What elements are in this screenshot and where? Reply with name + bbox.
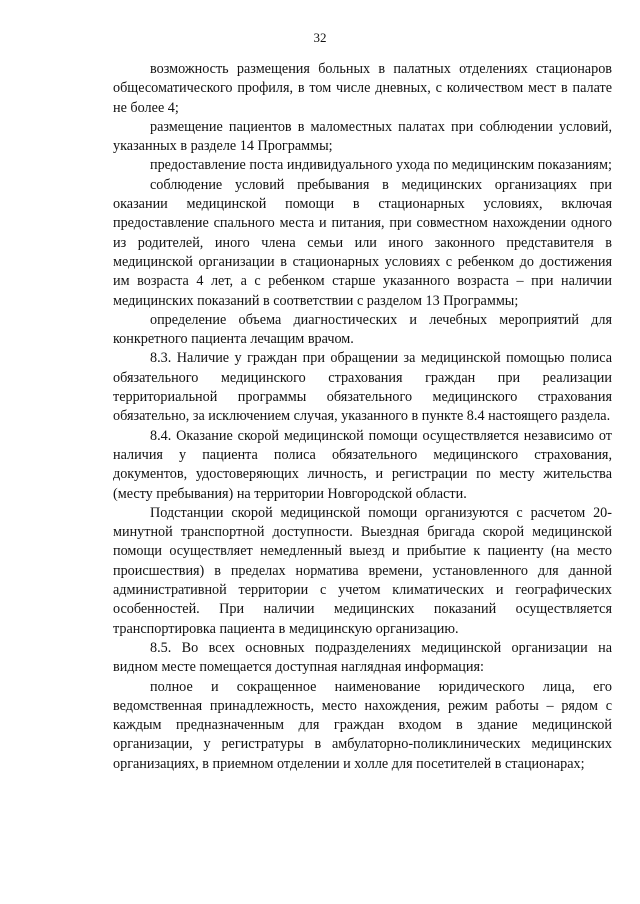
paragraph-organization-name-info: полное и сокращенное наименование юридического лица, его ведомственная принадлежность, место нахождения, режим работы – рядом с каждым предназначенным для граждан входом в здание медицинской организации, у регистратуры в амбулаторно-поликлинических медицинских организациях, в приемном отделении и холле для посетителей в стационарах; xyxy=(113,678,612,772)
paragraph-individual-care-post: предоставление поста индивидуального ухода по медицинским показаниям; xyxy=(150,157,612,174)
paragraph-8-5-visual-information: 8.5. Во всех основных подразделениях медицинской организации на видном месте помещается доступная наглядная информация: xyxy=(113,639,612,676)
document-body xyxy=(113,60,612,774)
paragraph-diagnostic-scope: определение объема диагностических и лечебных мероприятий для конкретного пациента лечащим врачом. xyxy=(113,311,612,348)
paragraph-placement-wards: возможность размещения больных в палатных отделениях стационаров общесоматического профиля, в том числе дневных, с количеством мест в палате не более 4; xyxy=(113,61,612,116)
paragraph-8-3-insurance-policy: 8.3. Наличие у граждан при обращении за медицинской помощью полиса обязательного медицинского страхования граждан при реализации территориальной программы обязательного медицинского страхования обязательно, за исключением случая, указанного в пункте 8.4 настоящего раздела. xyxy=(113,350,612,425)
paragraph-small-wards: размещение пациентов в маломестных палатах при соблюдении условий, указанных в разделе 14 Программы; xyxy=(113,118,612,155)
page-number: 32 xyxy=(313,30,327,45)
paragraph-joint-stay-conditions: соблюдение условий пребывания в медицинских организациях при оказании медицинской помощи в стационарных условиях, включая предоставление спального места и питания, при совместном нахождении одного из родителей, иного члена семьи или иного законного представителя в медицинской организации в стационарных условиях с ребенком до достижения им возраста 4 лет, а с ребенком старше указанного возраста – при наличии медицинских показаний в соответствии с разделом 13 Программы; xyxy=(113,176,612,309)
paragraph-ambulance-substations: Подстанции скорой медицинской помощи организуются с расчетом 20-минутной транспортной доступности. Выездная бригада скорой медицинской помощи осуществляет немедленный выезд и прибытие к пациенту (на место происшествия) в пределах норматива времени, установленного для данной административной территории с учетом климатических и географических особенностей. При наличии медицинских показаний осуществляется транспортировка пациента в медицинскую организацию. xyxy=(113,504,612,637)
paragraph-8-4-emergency-care: 8.4. Оказание скорой медицинской помощи осуществляется независимо от наличия у пациента полиса обязательного медицинского страхования, документов, удостоверяющих личность, и регистрации по месту жительства (месту пребывания) на территории Новгородской области. xyxy=(113,427,612,502)
